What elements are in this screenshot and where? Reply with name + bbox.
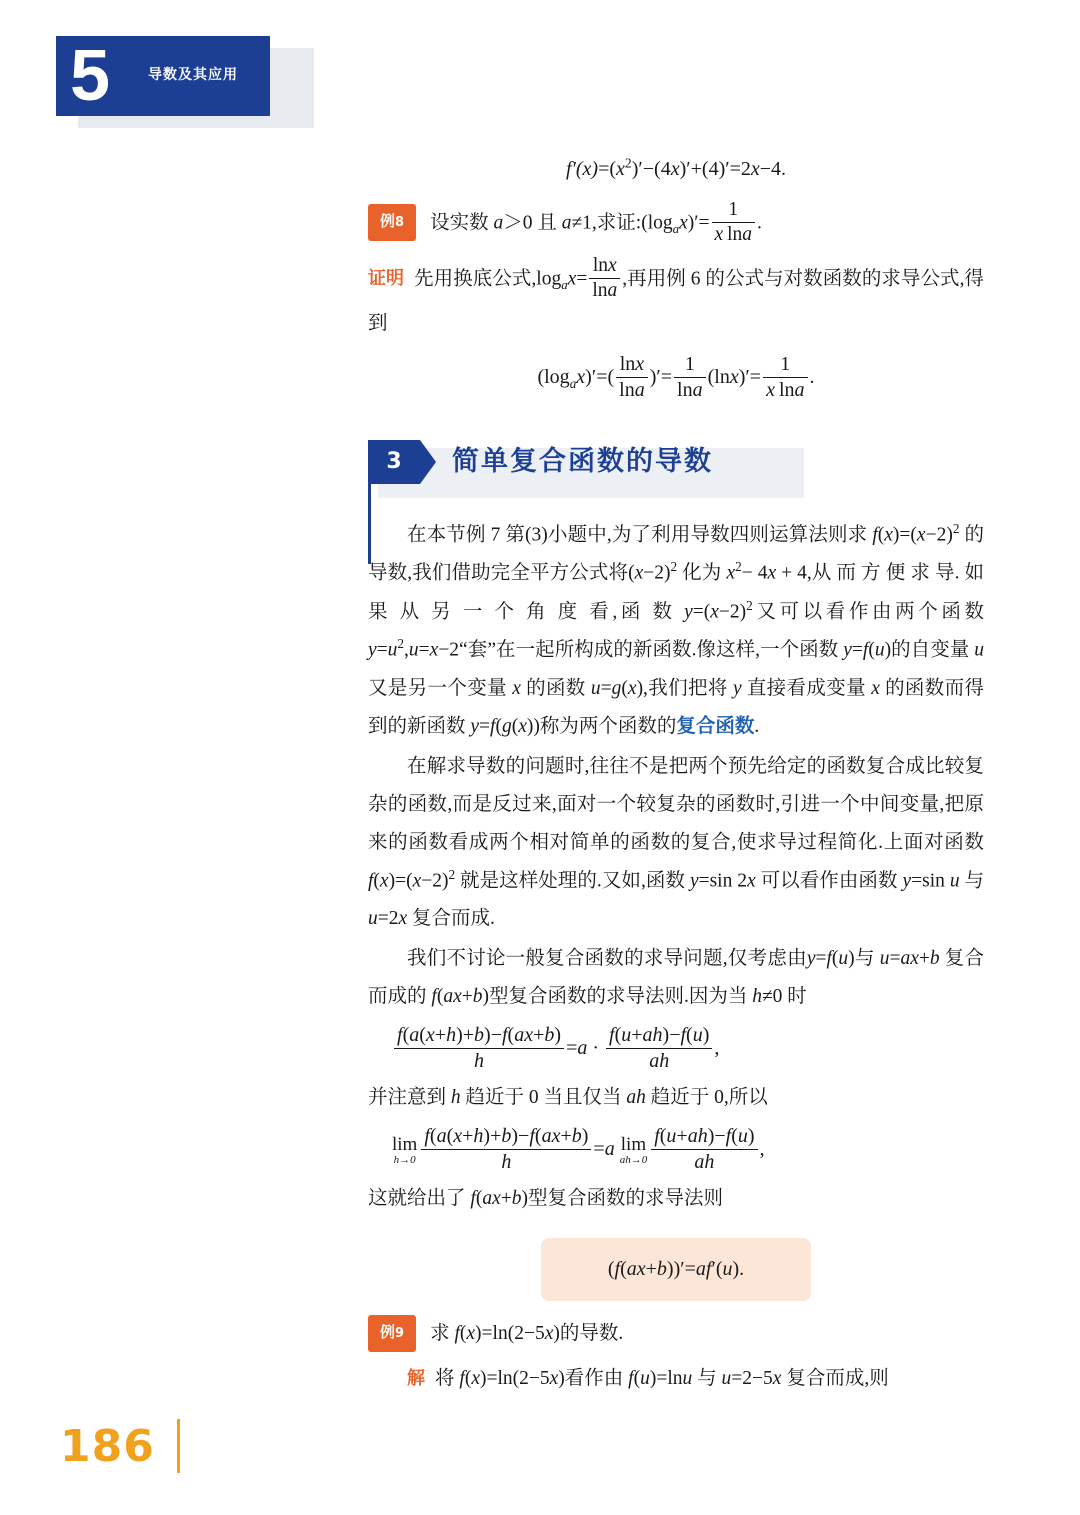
page-footer-rule (177, 1419, 180, 1473)
formula-difference-quotient: $\frac{f(a(x+h)+b)-f(ax+b)}{h}$ =a · $\frac{f(u+ah)-f(u)}{ah}$ , (368, 1024, 984, 1075)
example-8-statement: 设实数 a＞0 且 a≠1,求证$:(\log_ax)'=$ $\frac{1}{\text{x lna}}$ . (430, 199, 984, 249)
chapter-tab (56, 36, 314, 124)
paragraph-1: 在本节例 7 第(3)小题中,为了利用导数四则运算法则求 $f(x)=(x-2)^2$ 的导数,我们借助完全平方公式将$(x-2)^2$ 化为 $x^2- 4x + 4$,从 而 方 便 求 导. 如 果 从 另 一 个 角 度 看,函 数 $y=(x-2)^2$又可以看作由两个函数 $y=u^2,u=x-2“$套”在一起所构成的新函数.像这样,一个函数 y=f(u)的自变量 u 又是另一个变量 x 的函数 u=g(x),我们把将 y 直接看成变量 x 的函数而得到的新函数 y=f(g(x))称为两个函数的复合函数. (368, 520, 985, 737)
solution-label: 解 (407, 1367, 425, 1389)
paragraph-2: 在解求导数的问题时,往往不是把两个预先给定的函数复合成比较复杂的函数,而是反过来,面对一个较复杂的函数时,引进一个中间变量,把原来的函数看成两个相对简单的函数的复合,使求导过程简化.上面对函数 $f(x)=(x-2)^2$ 就是这样处理的.又如,函数 y=sin 2x 可以看作由函数 y=sin u 与 u=2x 复合而成. (368, 755, 984, 930)
solution-paragraph: 解 将 f(x)=ln(2−5x)看作由 f(u)=lnu 与 u=2−5x 复合而成,则 (407, 1367, 889, 1389)
example-9-tag: 例9 (368, 1315, 416, 1351)
proof-label: 证明 (368, 268, 405, 290)
page-number: 186 (60, 1420, 155, 1472)
example-8-tag: 例8 (368, 204, 416, 240)
proof-paragraph: 证明 先用换底公式$,\log_ax=$ $\frac{\ln x}{\ln a}$ ,再用例 6 的公式与对数函数的求导公式,得到 (368, 254, 985, 334)
example-9 (368, 1315, 984, 1353)
page-footer (60, 1419, 180, 1473)
chapter-title: 导数及其应用 (148, 67, 238, 83)
paragraph-3: 我们不讨论一般复合函数的求导问题,仅考虑由y=f(u)与 u=ax+b 复合而成的 f(ax+b)型复合函数的求导法则.因为当 h≠0 时 (368, 948, 984, 1008)
paragraph-4: 并注意到 h 趋近于 0 当且仅当 ah 趋近于 0,所以 (368, 1087, 768, 1109)
keyword-composite-function: 复合函数 (676, 715, 755, 737)
carried-formula: $f'(x)=(x^2)'-(4x)'+(4)'=2x-4$. (565, 155, 787, 180)
example-9-statement: 求 f(x)=ln(2−5x)的导数. (430, 1323, 624, 1345)
paragraph-5: 这就给出了 f(ax+b)型复合函数的求导法则 (368, 1188, 723, 1210)
example-8 (368, 199, 984, 249)
boxed-formula: (f(ax+b))′=af′(u). (541, 1238, 811, 1301)
section-number: 3 (368, 440, 420, 484)
section-title: 简单复合函数的导数 (452, 445, 713, 477)
page-content (368, 140, 984, 1400)
chapter-number: 5 (70, 36, 109, 116)
formula-limit: lim h→0 $\frac{f(a(x+h)+b)-f(ax+b)}{h}$ =a lim ah→0 $\frac{f(u+ah)-f(u)}{ah}$ , (392, 1125, 765, 1174)
section-rule (368, 484, 389, 564)
section-arrow-icon (420, 440, 436, 484)
proof-display-formula: $(\log_ax)'=$( $\frac{\ln x}{\ln a}$ )′= $\frac{1}{\ln a}$ (lnx)′= $\frac{1}{\text{x lna}}$ . (537, 352, 815, 401)
section-heading (368, 440, 984, 498)
